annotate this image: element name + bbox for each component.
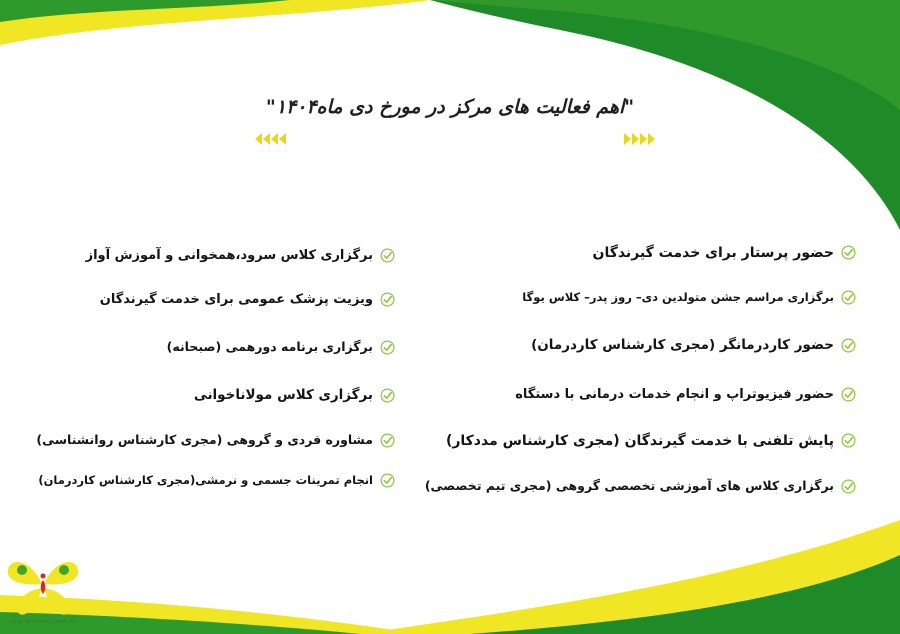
chevron-right-icon	[648, 133, 655, 145]
list-item-text: برگزاری برنامه دورهمی (صبحانه)	[166, 339, 373, 355]
chevron-left-icon	[271, 133, 278, 145]
check-icon	[380, 292, 395, 307]
list-item	[194, 388, 395, 403]
list-item	[38, 473, 395, 488]
list-item-text: حضور پرستار برای خدمت گیرندگان	[592, 244, 834, 261]
check-icon	[380, 473, 395, 488]
page-title: "اهم فعالیت های مرکز در مورخ دی ماه۱۴۰۴"	[265, 96, 635, 118]
list-item	[425, 479, 856, 494]
check-icon	[380, 433, 395, 448]
check-icon	[841, 290, 856, 305]
list-item-text: حضور کاردرمانگر (مجری کارشناس کاردرمان)	[531, 336, 834, 353]
list-item	[100, 292, 395, 307]
chevron-left-icon	[255, 133, 262, 145]
check-icon	[841, 479, 856, 494]
chevron-right-icon	[640, 133, 647, 145]
chevron-right-icon	[624, 133, 631, 145]
list-item-text: حضور فیزیوتراپ و انجام خدمات درمانی با دستگاه	[515, 387, 834, 402]
chevron-right-icon	[632, 133, 639, 145]
list-item	[446, 433, 856, 448]
list-item	[522, 290, 856, 305]
list-item-text: برگزاری کلاس های آموزشی تخصصی گروهی (مجری تیم تخصصی)	[424, 478, 834, 494]
list-item	[86, 248, 395, 263]
check-icon	[841, 433, 856, 448]
list-item	[167, 340, 395, 355]
list-item-text: برگزاری کلاس مولاناخوانی	[193, 386, 373, 403]
chevron-left-icon	[279, 133, 286, 145]
title-chevrons	[255, 130, 655, 148]
list-item	[515, 387, 856, 402]
list-item	[593, 245, 857, 260]
chevron-left-icon	[263, 133, 270, 145]
list-item	[36, 433, 395, 448]
list-item-text: برگزاری کلاس سرود،همخوانی و آموزش آواز	[85, 248, 373, 263]
chevron-left-group	[255, 133, 286, 145]
check-icon	[841, 387, 856, 402]
logo-caption: مرکز نگهداری از سالمندان خانه خورشید	[10, 618, 78, 623]
list-item-text: انجام تمرینات جسمی و نرمشی(مجری کارشناس کاردرمان)	[38, 472, 373, 487]
check-icon	[380, 340, 395, 355]
list-item-text: برگزاری مراسم جشن متولدین دی– روز پدر– کلاس یوگا	[522, 289, 834, 304]
check-icon	[380, 248, 395, 263]
list-item-text: مشاوره فردی و گروهی (مجری کارشناس روانشناسی)	[36, 432, 373, 448]
check-icon	[841, 245, 856, 260]
list-item-text: ویزیت پزشک عمومی برای خدمت گیرندگان	[99, 292, 373, 307]
list-item-text: پایش تلفنی با خدمت گیرندگان (مجری کارشناس مددکار)	[445, 432, 834, 449]
list-item	[531, 338, 856, 353]
check-icon	[841, 338, 856, 353]
check-icon	[380, 388, 395, 403]
chevron-right-group	[624, 133, 655, 145]
